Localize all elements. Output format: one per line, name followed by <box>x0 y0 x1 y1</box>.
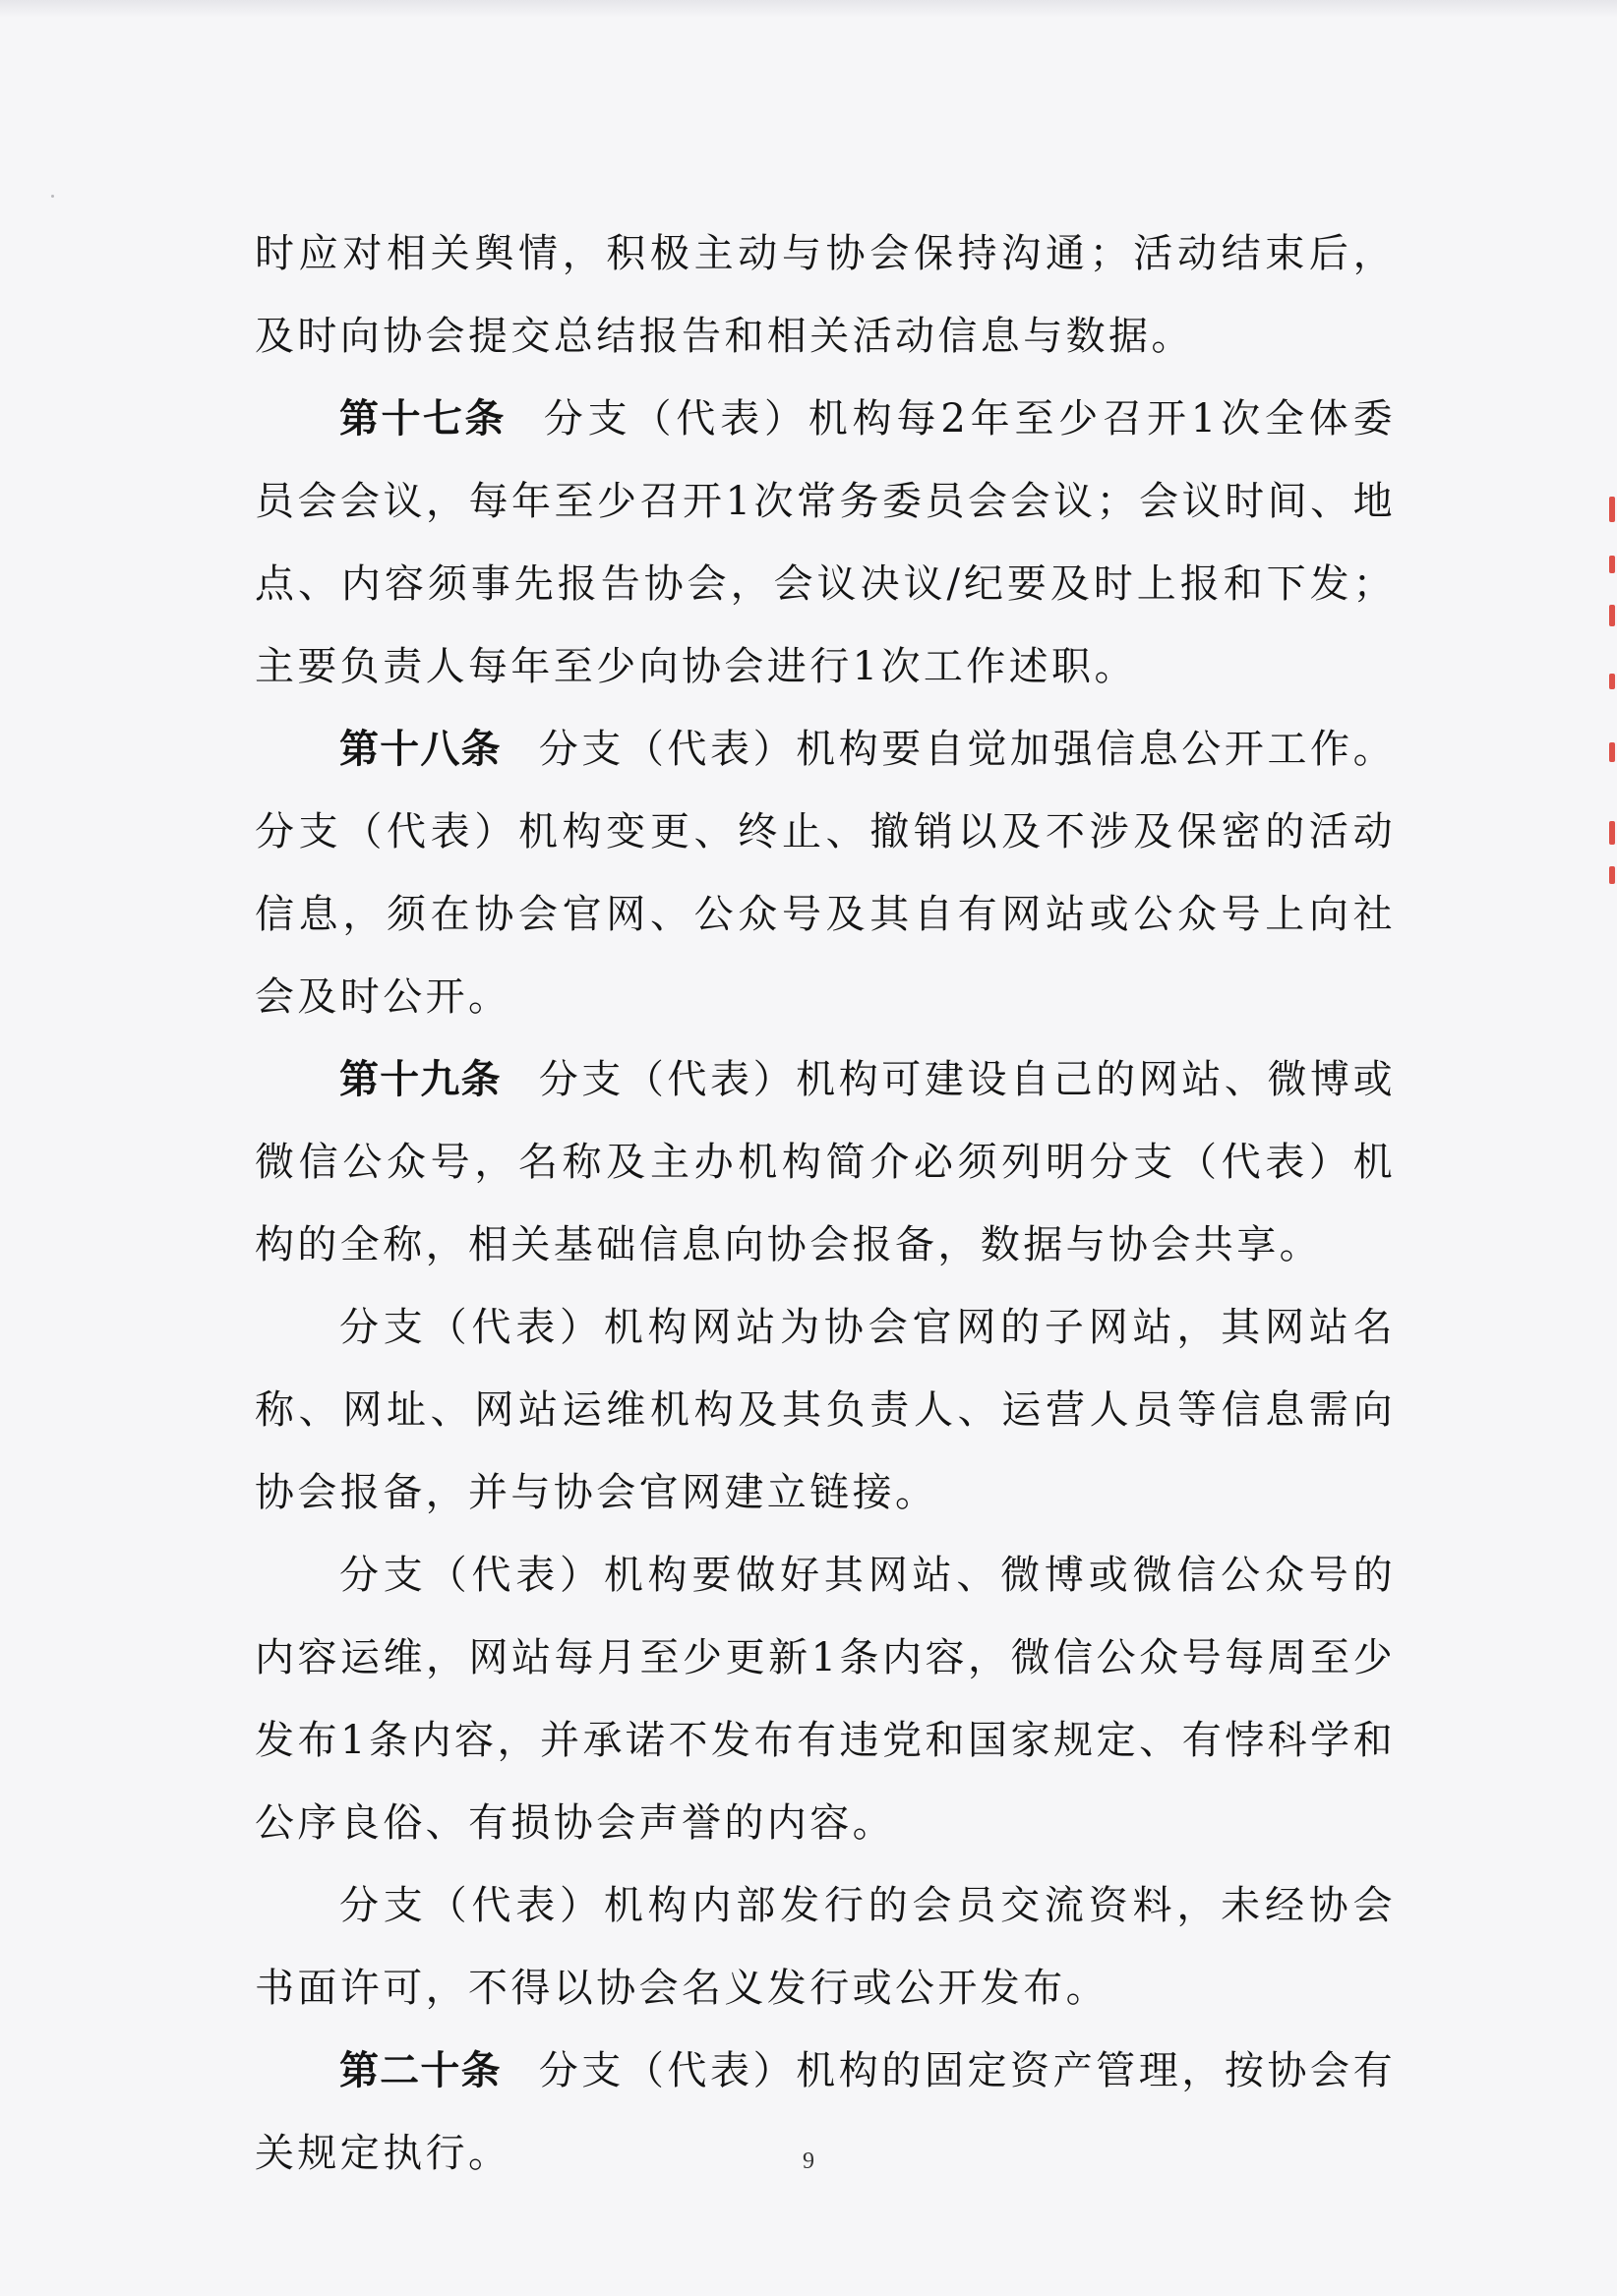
article-18 <box>255 708 1396 1038</box>
article-heading: 第十九条 <box>339 1056 502 1102</box>
page-number: 9 <box>803 2149 814 2174</box>
article-heading: 第十七条 <box>339 395 507 442</box>
paragraph-continuation <box>255 212 1396 378</box>
paragraph-text: 分支（代表）机构可建设自己的网站、微博或微信公众号，名称及主办机构简介必须列明分支（代表）机构的全称，相关基础信息向协会报备，数据与协会共享。 <box>255 1057 1397 1267</box>
seal-stamp-edge <box>1603 497 1617 890</box>
paragraph <box>255 1534 1396 1864</box>
paragraph <box>255 1864 1396 2030</box>
article-heading: 第二十条 <box>339 2047 502 2093</box>
scan-speck <box>51 195 54 198</box>
article-19 <box>255 1038 1396 1286</box>
article-17 <box>255 378 1396 708</box>
body-text <box>255 212 1396 2195</box>
paragraph-text: 分支（代表）机构网站为协会官网的子网站，其网站名称、网址、网站运维机构及其负责人、运营人员等信息需向协会报备，并与协会官网建立链接。 <box>255 1305 1396 1515</box>
paragraph <box>255 1286 1396 1534</box>
paragraph-text: 分支（代表）机构内部发行的会员交流资料，未经协会书面许可，不得以协会名义发行或公开发布。 <box>255 1883 1396 2011</box>
paragraph-text: 分支（代表）机构要做好其网站、微博或微信公众号的内容运维，网站每月至少更新1条内容，微信公众号每周至少发布1条内容，并承诺不发布有违党和国家规定、有悖科学和公序良俗、有损协会声誉的内容。 <box>255 1553 1396 1846</box>
paragraph-text: 分支（代表）机构的固定资产管理，按协会有关规定执行。 <box>255 2048 1397 2176</box>
paragraph-text: 分支（代表）机构要自觉加强信息公开工作。分支（代表）机构变更、终止、撤销以及不涉及保密的活动信息，须在协会官网、公众号及其自有网站或公众号上向社会及时公开。 <box>255 727 1397 1020</box>
article-heading: 第十八条 <box>339 726 502 772</box>
scan-top-edge <box>0 0 1617 18</box>
paragraph-text: 时应对相关舆情，积极主动与协会保持沟通；活动结束后，及时向协会提交总结报告和相关活动信息与数据。 <box>255 231 1396 359</box>
paragraph-text: 分支（代表）机构每2年至少召开1次全体委员会会议，每年至少召开1次常务委员会会议；会议时间、地点、内容须事先报告协会，会议决议/纪要及时上报和下发；主要负责人每年至少向协会进行1次工作述职。 <box>255 396 1397 689</box>
